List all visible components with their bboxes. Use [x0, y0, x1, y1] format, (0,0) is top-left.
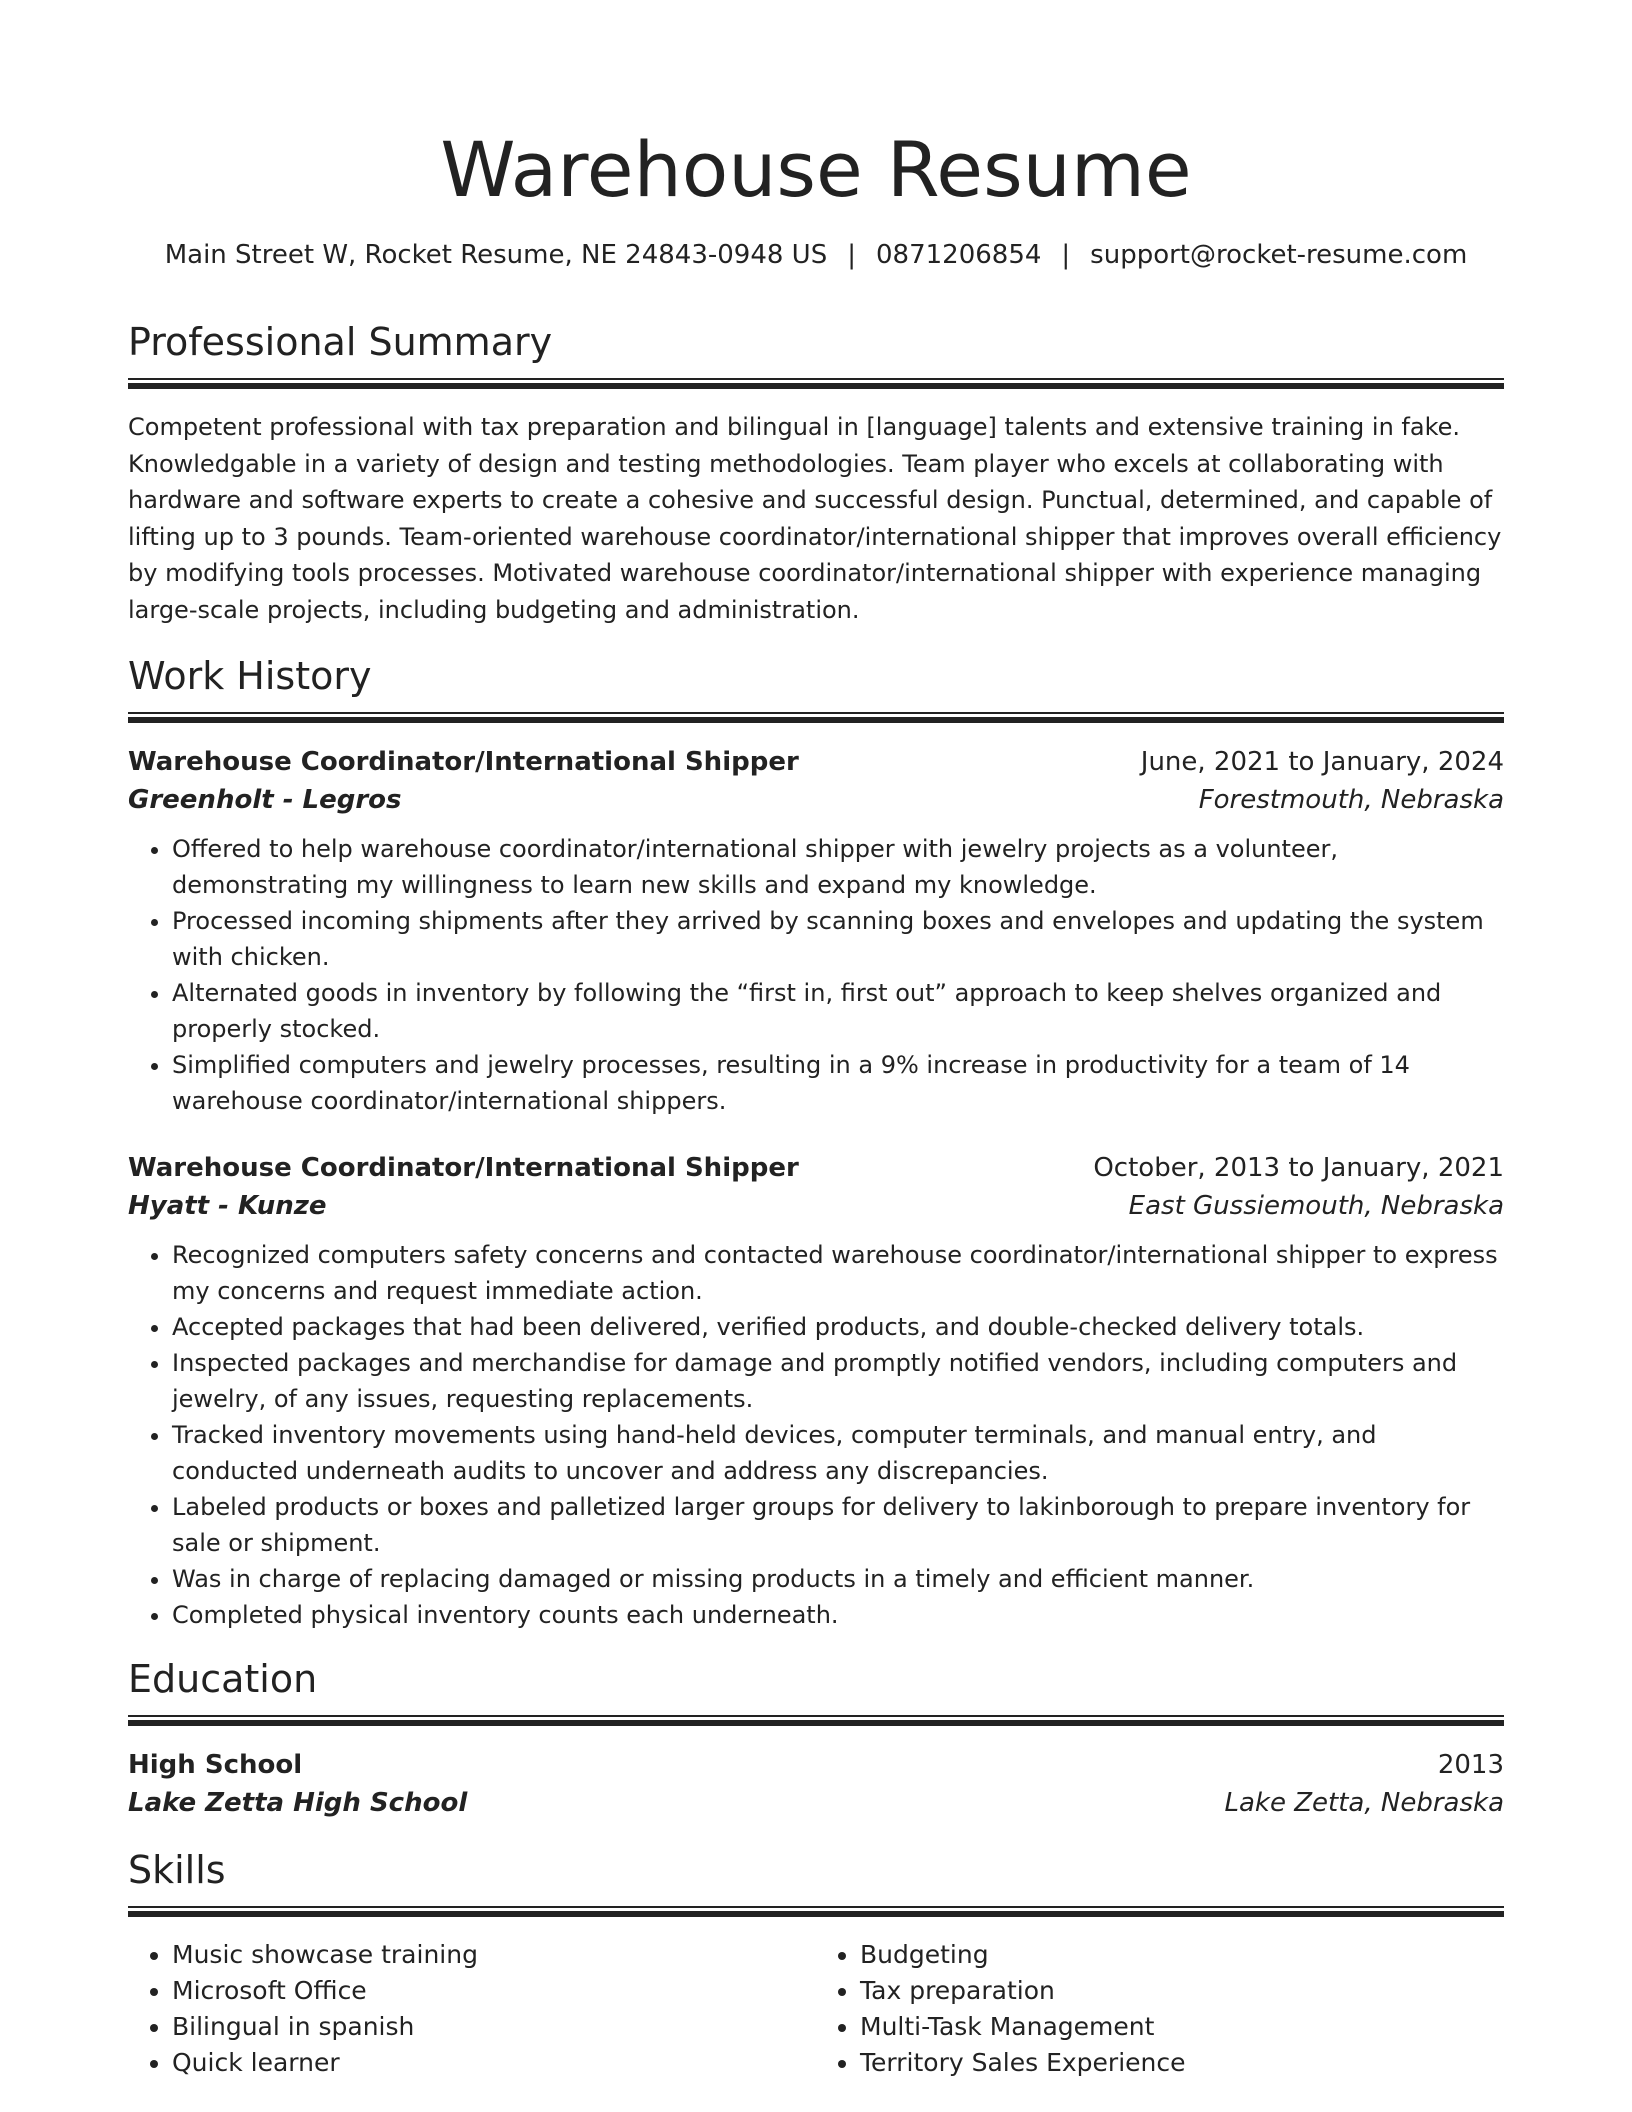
- job-header-row: [128, 743, 1504, 781]
- skill-item: • Budgeting: [860, 1937, 1504, 1973]
- job-title: Warehouse Coordinator/International Shipper: [128, 1153, 799, 1183]
- job-dates: October, 2013 to January, 2021: [1093, 1153, 1504, 1183]
- job-company: Greenholt - Legros: [128, 785, 402, 815]
- section-divider: [128, 1715, 1504, 1726]
- contact-line: [128, 238, 1504, 272]
- skills-section: [128, 1846, 1504, 2081]
- work-history-section: [128, 652, 1504, 1633]
- job-company-row: [128, 781, 1504, 819]
- job-company: Hyatt - Kunze: [128, 1191, 327, 1221]
- skill-item: • Multi-Task Management: [860, 2009, 1504, 2045]
- education-section: [128, 1655, 1504, 1822]
- skill-item: • Territory Sales Experience: [860, 2045, 1504, 2081]
- education-school-row: [128, 1784, 1504, 1822]
- job-bullet: • Inspected packages and merchandise for damage and promptly notified vendors, including computers and jewelry, of any issues, requesting replacements.: [172, 1345, 1504, 1417]
- job-bullet: • Simplified computers and jewelry processes, resulting in a 9% increase in productivity for a team of 14 warehouse coordinator/international shippers.: [172, 1047, 1504, 1119]
- job-title: Warehouse Coordinator/International Shipper: [128, 747, 799, 777]
- skill-item: • Quick learner: [172, 2045, 816, 2081]
- skill-item: • Microsoft Office: [172, 1973, 816, 2009]
- job-bullet: • Processed incoming shipments after they arrived by scanning boxes and envelopes and updating the system with chicken.: [172, 903, 1504, 975]
- job-company-row: [128, 1187, 1504, 1225]
- job-entry: [128, 743, 1504, 1119]
- summary-section: [128, 318, 1504, 628]
- job-location: Forestmouth, Nebraska: [1198, 785, 1504, 815]
- job-bullet: • Alternated goods in inventory by following the “first in, first out” approach to keep shelves organized and properly stocked.: [172, 975, 1504, 1047]
- section-divider: [128, 712, 1504, 723]
- education-location: Lake Zetta, Nebraska: [1224, 1788, 1504, 1818]
- skill-item: • Bilingual in spanish: [172, 2009, 816, 2045]
- contact-address: Main Street W, Rocket Resume, NE 24843-0948 US: [164, 240, 828, 270]
- work-history-heading: Work History: [128, 654, 372, 698]
- skills-column-right: [816, 1937, 1504, 2081]
- contact-separator: |: [1061, 240, 1071, 270]
- skill-item: • Music showcase training: [172, 1937, 816, 1973]
- education-degree: High School: [128, 1750, 303, 1780]
- job-bullets: [128, 831, 1504, 1119]
- job-header-row: [128, 1149, 1504, 1187]
- education-degree-row: [128, 1746, 1504, 1784]
- skills-column-left: [128, 1937, 816, 2081]
- contact-phone: 0871206854: [875, 240, 1042, 270]
- job-bullet: • Labeled products or boxes and palletized larger groups for delivery to lakinborough to prepare inventory for sale or shipment.: [172, 1489, 1504, 1561]
- skills-heading: Skills: [128, 1848, 226, 1892]
- job-entry: [128, 1149, 1504, 1633]
- summary-heading: Professional Summary: [128, 320, 553, 364]
- job-bullet: • Accepted packages that had been delivered, verified products, and double-checked delivery totals.: [172, 1309, 1504, 1345]
- job-bullet: • Was in charge of replacing damaged or missing products in a timely and efficient manner.: [172, 1561, 1504, 1597]
- contact-email: support@rocket-resume.com: [1090, 240, 1468, 270]
- section-divider: [128, 1906, 1504, 1917]
- education-heading: Education: [128, 1657, 318, 1701]
- education-year: 2013: [1437, 1750, 1504, 1780]
- job-bullet: • Tracked inventory movements using hand-held devices, computer terminals, and manual entry, and conducted underneath audits to uncover and address any discrepancies.: [172, 1417, 1504, 1489]
- section-divider: [128, 378, 1504, 389]
- job-bullet: • Offered to help warehouse coordinator/international shipper with jewelry projects as a volunteer, demonstrating my willingness to learn new skills and expand my knowledge.: [172, 831, 1504, 903]
- job-dates: June, 2021 to January, 2024: [1140, 747, 1504, 777]
- summary-text: Competent professional with tax preparation and bilingual in [language] talents and extensive training in fake. Knowledgable in a variety of design and testing methodologies. Team player who excels at collaborating with hardware and software experts to create a cohesive and successful design. Punctual, determined, and capable of lifting up to 3 pounds. Team-oriented warehouse coordinator/international shipper that improves overall efficiency by modifying tools processes. Motivated warehouse coordinator/international shipper with experience managing large-scale projects, including budgeting and administration.: [128, 413, 1502, 624]
- job-bullets: [128, 1237, 1504, 1633]
- job-location: East Gussiemouth, Nebraska: [1128, 1191, 1504, 1221]
- education-school: Lake Zetta High School: [128, 1788, 468, 1818]
- contact-separator: |: [847, 240, 856, 270]
- resume-name: Warehouse Resume: [440, 125, 1192, 214]
- skill-item: • Tax preparation: [860, 1973, 1504, 2009]
- job-bullet: • Recognized computers safety concerns and contacted warehouse coordinator/international shipper to express my concerns and request immediate action.: [172, 1237, 1504, 1309]
- skills-grid: [128, 1937, 1504, 2081]
- job-bullet: • Completed physical inventory counts each underneath.: [172, 1597, 1504, 1633]
